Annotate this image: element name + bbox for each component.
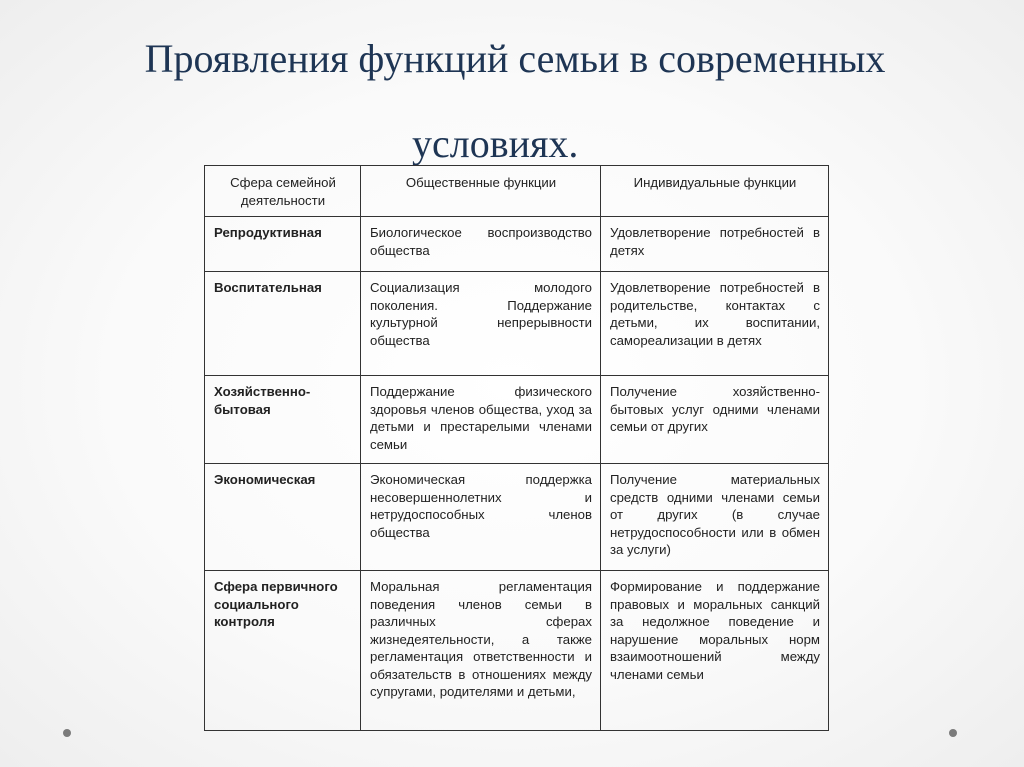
individual-function-cell: Удовлетворение потребностей в детях bbox=[601, 217, 829, 272]
public-function-cell: Биологическое воспроизводство общества bbox=[361, 217, 601, 272]
table-row bbox=[205, 217, 829, 272]
sphere-cell: Воспитательная bbox=[205, 272, 361, 376]
individual-function-cell: Получение хозяйственно-бытовых услуг одними членами семьи от других bbox=[601, 376, 829, 464]
header-individual-functions: Индивидуальные функции bbox=[601, 166, 829, 217]
slide-dot-right bbox=[949, 729, 957, 737]
sphere-cell: Экономическая bbox=[205, 464, 361, 571]
sphere-cell: Репродуктивная bbox=[205, 217, 361, 272]
individual-function-cell: Получение материальных средств одними членами семьи от других (в случае нетрудоспособности или в обмен за услуги) bbox=[601, 464, 829, 571]
public-function-cell: Социализация молодого поколения. Поддержание культурной непрерывности общества bbox=[361, 272, 601, 376]
table-row bbox=[205, 272, 829, 376]
individual-function-cell: Формирование и поддержание правовых и моральных санкций за недолжное поведение и нарушение моральных норм взаимоотношений между членами семьи bbox=[601, 571, 829, 731]
slide-title-line-1: Проявления функций семьи в современных bbox=[144, 36, 886, 81]
individual-function-cell: Удовлетворение потребностей в родительстве, контактах с детьми, их воспитании, самореализации в детях bbox=[601, 272, 829, 376]
public-function-cell: Поддержание физического здоровья членов общества, уход за детьми и престарелыми членами семьи bbox=[361, 376, 601, 464]
table-row bbox=[205, 464, 829, 571]
table-header-row bbox=[205, 166, 829, 217]
sphere-cell: Хозяйственно-бытовая bbox=[205, 376, 361, 464]
table-row bbox=[205, 571, 829, 731]
family-functions-table bbox=[204, 165, 829, 731]
sphere-cell: Сфера первичного социального контроля bbox=[205, 571, 361, 731]
slide-title-line-2: условиях. bbox=[412, 121, 579, 166]
slide-dot-left bbox=[63, 729, 71, 737]
public-function-cell: Моральная регламентация поведения членов семьи в различных сферах жизнедеятельности, а также регламентация ответственности и обязательств в отношениях между супругами, родителями и детьми, bbox=[361, 571, 601, 731]
table-row bbox=[205, 376, 829, 464]
public-function-cell: Экономическая поддержка несовершеннолетних и нетрудоспособных членов общества bbox=[361, 464, 601, 571]
header-public-functions: Общественные функции bbox=[361, 166, 601, 217]
header-sphere: Сфера семейной деятельности bbox=[205, 166, 361, 217]
